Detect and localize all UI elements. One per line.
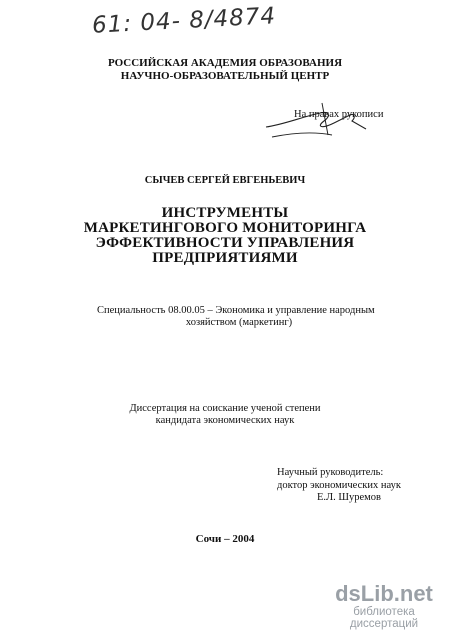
degree-statement: [0, 403, 450, 427]
title-line-4: ПРЕДПРИЯТИЯМИ: [152, 250, 298, 266]
advisor-line-2: доктор экономических наук: [277, 479, 401, 491]
place-and-year: Сочи – 2004: [195, 533, 255, 545]
organization-line-2: НАУЧНО-ОБРАЗОВАТЕЛЬНЫЙ ЦЕНТР: [120, 70, 330, 82]
archive-stamp: 61: 04- 8/4874: [91, 3, 277, 39]
title-line-1: ИНСТРУМЕНТЫ: [161, 205, 289, 221]
specialty-line-1: Специальность 08.00.05 – Экономика и управление народным: [97, 305, 375, 316]
title-line-2: МАРКЕТИНГОВОГО МОНИТОРИНГА: [83, 220, 367, 236]
author-name: СЫЧЕВ СЕРГЕЙ ЕВГЕНЬЕВИЧ: [144, 175, 306, 186]
manuscript-rights-note: На правах рукописи: [294, 109, 384, 120]
advisor-line-1: Научный руководитель:: [277, 467, 384, 478]
title-line-3: ЭФФЕКТИВНОСТИ УПРАВЛЕНИЯ: [95, 235, 355, 251]
organization-header: [0, 57, 450, 83]
dslib-watermark: [318, 583, 450, 630]
scientific-advisor: [277, 467, 401, 505]
degree-line-2: кандидата экономических наук: [155, 415, 295, 426]
degree-line-1: Диссертация на соискание ученой степени: [129, 403, 321, 414]
dslib-subtitle: библиотека диссертаций: [349, 606, 419, 630]
specialty-block: [97, 305, 387, 329]
dslib-logo: dsLib.net: [335, 581, 433, 606]
organization-line-1: РОССИЙСКАЯ АКАДЕМИЯ ОБРАЗОВАНИЯ: [107, 57, 343, 69]
advisor-name: Е.Л. Шуремов: [317, 492, 382, 503]
dissertation-title: [0, 206, 450, 266]
specialty-line-2: хозяйством (маркетинг): [185, 317, 293, 328]
handwritten-signature: [262, 95, 382, 145]
